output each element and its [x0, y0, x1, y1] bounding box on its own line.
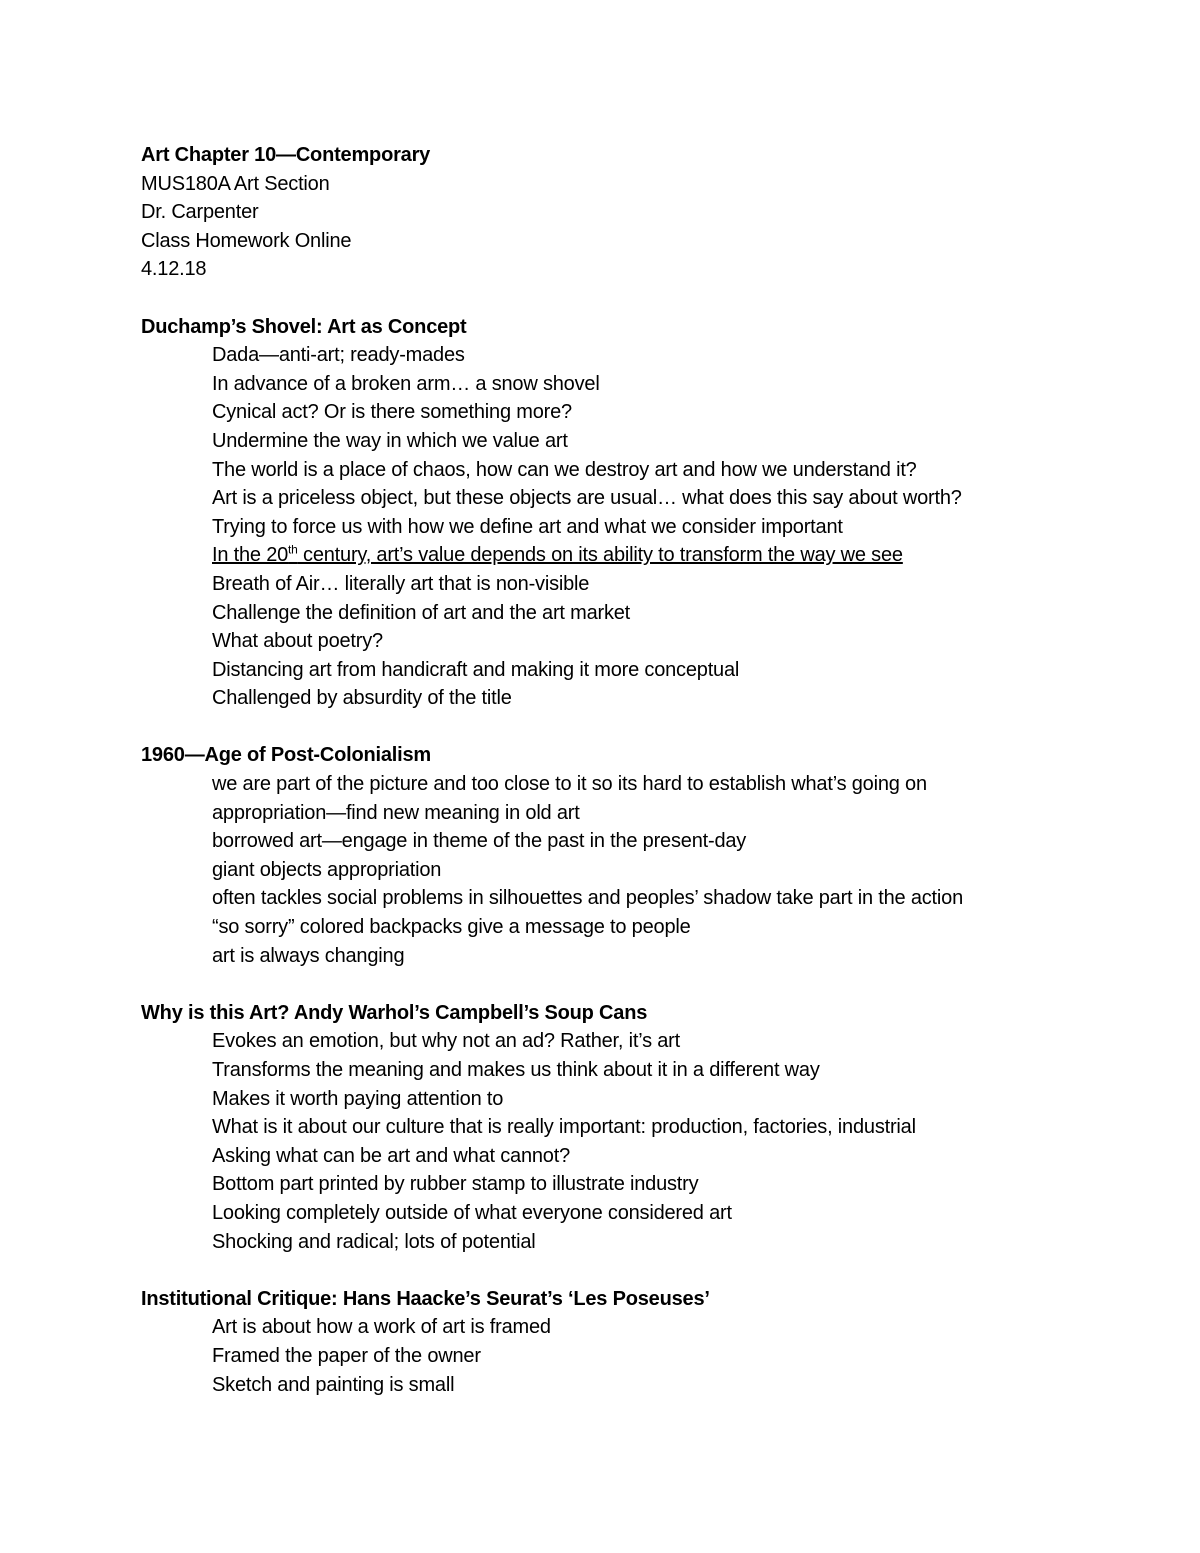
note-line: Looking completely outside of what everyone considered art — [212, 1201, 732, 1224]
section-heading: Why is this Art? Andy Warhol’s Campbell’s Soup Cans — [141, 1001, 648, 1024]
note-line: Asking what can be art and what cannot? — [212, 1144, 570, 1167]
note-line: What is it about our culture that is really important: production, factories, industrial — [212, 1116, 916, 1139]
note-line: giant objects appropriation — [212, 858, 442, 881]
note-line: appropriation—find new meaning in old art — [212, 801, 580, 824]
note-line: The world is a place of chaos, how can we destroy art and how we understand it? — [212, 458, 917, 481]
note-line: art is always changing — [212, 944, 405, 967]
note-line: What about poetry? — [212, 630, 383, 653]
underlined-text: In the 20th century, art’s value depends on its ability to transform the way we see — [212, 542, 903, 567]
note-line: Breath of Air… literally art that is non-visible — [212, 572, 590, 595]
document-body — [141, 141, 1101, 1399]
note-line: Art is about how a work of art is framed — [212, 1316, 551, 1339]
course-name: MUS180A Art Section — [141, 172, 330, 195]
note-line: Undermine the way in which we value art — [212, 429, 568, 452]
section-heading: 1960—Age of Post-Colonialism — [141, 744, 432, 767]
section-heading: Duchamp’s Shovel: Art as Concept — [141, 315, 467, 338]
spacer — [141, 284, 1101, 313]
note-line: In advance of a broken arm… a snow shovel — [212, 372, 600, 395]
document-title: Art Chapter 10—Contemporary — [141, 144, 431, 166]
note-line: often tackles social problems in silhouettes and peoples’ shadow take part in the action — [212, 887, 964, 910]
note-line: Shocking and radical; lots of potential — [212, 1230, 536, 1253]
note-line: Sketch and painting is small — [212, 1373, 455, 1396]
note-line: Cynical act? Or is there something more? — [212, 401, 572, 424]
note-line: we are part of the picture and too close to it so its hard to establish what’s going on — [212, 773, 927, 796]
note-line: Distancing art from handicraft and making it more conceptual — [212, 658, 740, 681]
note-line: Framed the paper of the owner — [212, 1344, 481, 1367]
note-line: Transforms the meaning and makes us think about it in a different way — [212, 1059, 820, 1081]
spacer — [141, 970, 1101, 999]
note-line: Bottom part printed by rubber stamp to illustrate industry — [212, 1173, 699, 1196]
note-line: Art is a priceless object, but these objects are usual… what does this say about worth? — [212, 487, 962, 510]
note-line: “so sorry” colored backpacks give a message to people — [212, 916, 691, 939]
note-line: Challenged by absurdity of the title — [212, 687, 512, 710]
note-line: Challenge the definition of art and the art market — [212, 601, 631, 624]
note-line: borrowed art—engage in theme of the past in the present-day — [212, 830, 747, 853]
note-line: Makes it worth paying attention to — [212, 1087, 504, 1110]
spacer — [141, 713, 1101, 742]
note-line: Trying to force us with how we define art and what we consider important — [212, 515, 843, 538]
assignment-context: Class Homework Online — [141, 229, 352, 252]
note-line: Evokes an emotion, but why not an ad? Rather, it’s art — [212, 1030, 680, 1053]
section-heading: Institutional Critique: Hans Haacke’s Seurat’s ‘Les Poseuses’ — [141, 1287, 710, 1310]
note-line: Dada—anti-art; ready-mades — [212, 344, 465, 367]
spacer — [141, 1256, 1101, 1285]
underlined-note-line — [141, 541, 1101, 570]
instructor-name: Dr. Carpenter — [141, 201, 259, 224]
document-date: 4.12.18 — [141, 258, 207, 281]
